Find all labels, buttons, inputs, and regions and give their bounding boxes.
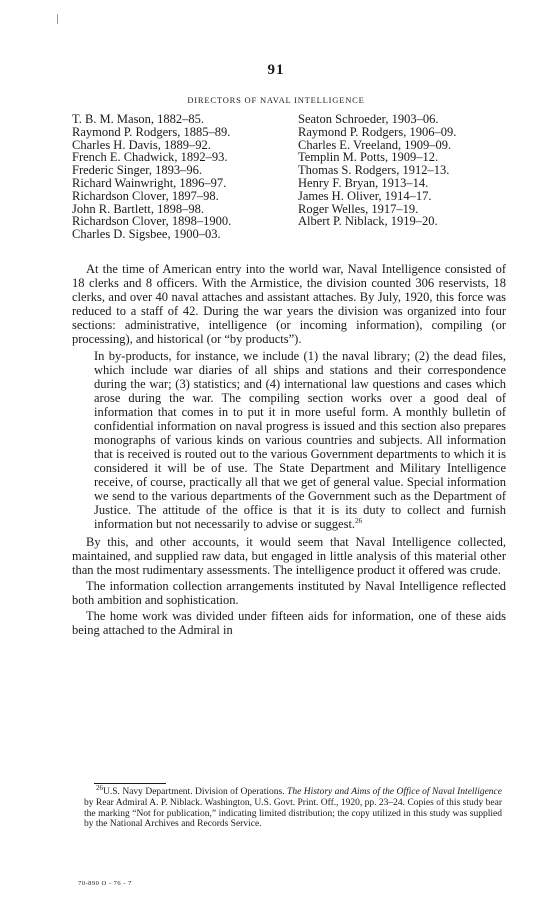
director-entry: Templin M. Potts, 1909–12. bbox=[298, 150, 439, 165]
footnote-text-after: by Rear Admiral A. P. Niblack. Washington, U.S. Govt. Print. Off., 1920, pp. 23–24. Copies of this study bear the marking “Not for publication,” indicating limited distribution; the copy utilized in this study was supplied by the National Archives and Records Service. bbox=[84, 797, 502, 830]
director-entry: James H. Oliver, 1914–17. bbox=[298, 188, 432, 203]
quote-text: In by-products, for instance, we include (1) the naval library; (2) the dead files, which include war diaries of all ships and stations and their correspondence during the war; (3) statistics; and (4) international law questions and cases which arose during the war. The compiling section works over a good deal of information that comes in to put it in more useful form. A monthly bulletin of confidential information on naval progress is issued and this section also prepares monographs of various kinds on various countries and subjects. All information that is received is routed out to the various Government departments to which it is considered it will be of use. The State Department and Military Intelligence receive, of course, practically all that we get of general value. Special information we send to the various departments of the Government such as the Department of Justice. The attitude of the office is that it is its duty to collect and furnish information but not necessarily to advise or suggest. bbox=[94, 349, 506, 531]
footnote-reference: 26 bbox=[355, 516, 363, 525]
footnote-title: The History and Aims of the Office of Naval Intelligence bbox=[287, 787, 502, 797]
director-entry: Frederic Singer, 1893–96. bbox=[72, 163, 203, 178]
footnote-divider bbox=[94, 783, 166, 784]
print-code: 70-890 O - 76 - 7 bbox=[78, 880, 132, 887]
directors-left-column bbox=[72, 113, 231, 241]
director-entry: John R. Bartlett, 1898–98. bbox=[72, 201, 204, 216]
director-entry: Seaton Schroeder, 1903–06. bbox=[298, 112, 439, 126]
director-entry: Charles D. Sigsbee, 1900–03. bbox=[72, 227, 221, 242]
page-number: 91 bbox=[267, 62, 285, 78]
paragraph: The home work was divided under fifteen aids for information, one of these aids being attached to the Admiral in bbox=[72, 609, 506, 637]
director-entry: French E. Chadwick, 1892–93. bbox=[72, 150, 228, 165]
paragraph: The information collection arrangements instituted by Naval Intelligence reflected both ambition and sophistication. bbox=[72, 579, 506, 607]
director-entry: T. B. M. Mason, 1882–85. bbox=[72, 112, 205, 126]
paragraph: By this, and other accounts, it would seem that Naval Intelligence collected, maintained, and supplied raw data, but engaged in little analysis of this material other than the most rudimentary assessments. The intelligence product it offered was crude. bbox=[72, 535, 506, 577]
director-entry: Roger Welles, 1917–19. bbox=[298, 201, 419, 216]
director-entry: Richardson Clover, 1898–1900. bbox=[72, 214, 232, 229]
footnote-text-before: U.S. Navy Department. Division of Operations. bbox=[103, 787, 288, 797]
director-entry: Thomas S. Rodgers, 1912–13. bbox=[298, 163, 450, 178]
director-entry: Richard Wainwright, 1896–97. bbox=[72, 175, 227, 190]
director-entry: Richardson Clover, 1897–98. bbox=[72, 188, 219, 203]
section-heading: DIRECTORS OF NAVAL INTELLIGENCE bbox=[187, 95, 365, 105]
director-entry: Henry F. Bryan, 1913–14. bbox=[298, 175, 429, 190]
director-entry: Raymond P. Rodgers, 1906–09. bbox=[298, 124, 457, 139]
footnote-marker: 26 bbox=[96, 783, 103, 792]
director-entry: Charles E. Vreeland, 1909–09. bbox=[298, 137, 452, 152]
block-quote bbox=[94, 349, 506, 531]
paragraph: At the time of American entry into the world war, Naval Intelligence consisted of 18 clerks and 8 officers. With the Armistice, the division counted 306 reservists, 18 clerks, and over 40 naval attaches and assistant attaches. By July, 1920, this force was reduced to a staff of 42. During the war years the division was organized into four sections: administrative, intelligence (or incoming information), compiling (or processing), and historical (or “by products”). bbox=[72, 262, 506, 346]
body-text bbox=[72, 262, 506, 637]
directors-right-column bbox=[298, 113, 456, 228]
margin-mark bbox=[57, 14, 58, 24]
director-entry: Raymond P. Rodgers, 1885–89. bbox=[72, 124, 231, 139]
director-entry: Charles H. Davis, 1889–92. bbox=[72, 137, 211, 152]
director-entry: Albert P. Niblack, 1919–20. bbox=[298, 214, 438, 229]
footnote bbox=[84, 783, 502, 830]
